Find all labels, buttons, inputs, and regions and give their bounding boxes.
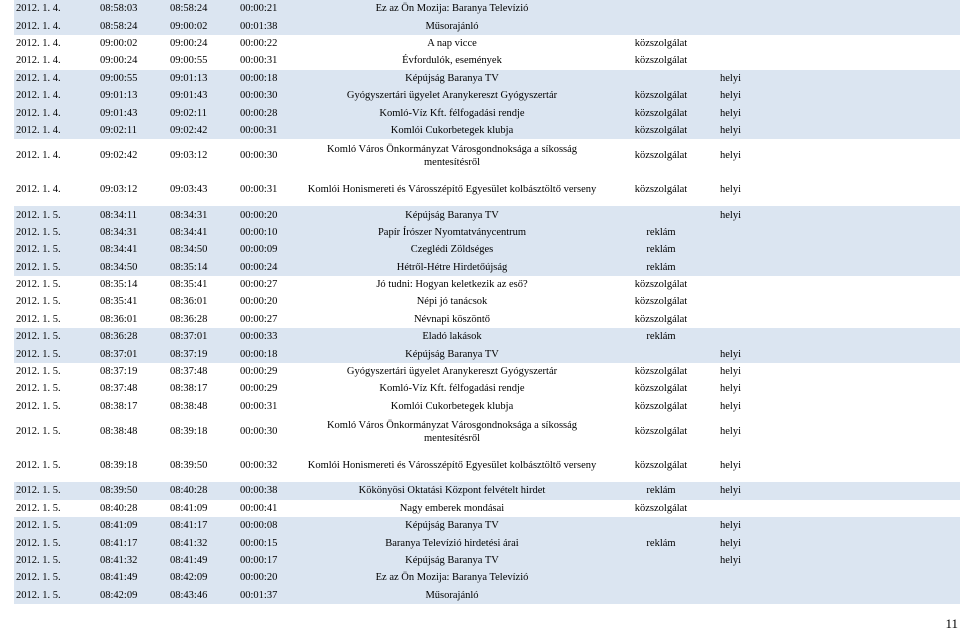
cell-start-time: 08:38:48 [100, 426, 138, 438]
cell-duration: 00:00:20 [238, 569, 300, 586]
table-row [14, 398, 960, 415]
cell-end-time: 08:43:46 [168, 587, 238, 604]
cell-category: reklám [604, 224, 718, 241]
cell-start-time: 09:02:42 [100, 150, 138, 162]
cell-category [604, 517, 718, 534]
cell-end-time: 08:35:14 [168, 258, 238, 275]
cell-program-title: A nap vicce [427, 37, 477, 49]
cell-category [604, 345, 718, 362]
cell-date: 2012. 1. 5. [16, 502, 61, 514]
table-row [14, 363, 960, 380]
cell-end-time: 09:02:42 [168, 122, 238, 139]
cell-date: 2012. 1. 4. [16, 150, 61, 162]
cell-duration: 00:00:22 [240, 37, 278, 49]
cell-program-title: Czeglédi Zöldséges [300, 241, 604, 258]
cell-end-time: 08:38:17 [170, 383, 208, 395]
cell-date: 2012. 1. 5. [14, 569, 98, 586]
table-row [14, 380, 960, 397]
cell-category: közszolgálat [604, 87, 718, 104]
cell-end-time: 08:37:48 [170, 366, 208, 378]
cell-duration: 00:00:30 [240, 150, 278, 162]
cell-end-time: 08:36:28 [170, 313, 208, 325]
cell-start-time: 08:40:28 [100, 502, 138, 514]
table-row [14, 52, 960, 69]
cell-end-time: 09:03:43 [170, 184, 208, 196]
cell-duration: 00:00:29 [240, 383, 278, 395]
cell-category: reklám [604, 241, 718, 258]
cell-program-title: Nagy emberek mondásai [399, 502, 505, 514]
cell-start-time: 08:41:49 [98, 569, 168, 586]
cell-category [604, 569, 718, 586]
cell-start-time: 08:39:18 [100, 459, 138, 471]
cell-local-flag: helyi [720, 383, 741, 395]
cell-category: reklám [604, 258, 718, 275]
cell-local-flag [718, 0, 960, 17]
cell-category: közszolgálat [604, 122, 718, 139]
cell-local-flag: helyi [720, 366, 741, 378]
cell-local-flag [718, 17, 960, 34]
cell-program-title: Képújság Baranya TV [300, 206, 604, 223]
cell-program-title: Képújság Baranya TV [300, 517, 604, 534]
table-row [14, 293, 960, 310]
cell-local-flag: helyi [718, 87, 960, 104]
cell-start-time: 08:36:28 [98, 328, 168, 345]
cell-category: közszolgálat [634, 313, 688, 325]
cell-program-title: Gyógyszertári ügyelet Aranykereszt Gyógyszertár [346, 366, 558, 378]
table-row [14, 139, 960, 173]
cell-category: közszolgálat [604, 104, 718, 121]
cell-program-title: Ez az Ön Mozija: Baranya Televízió [300, 569, 604, 586]
cell-program-title: Évfordulók, események [402, 55, 502, 67]
cell-date: 2012. 1. 5. [16, 383, 61, 395]
cell-end-time: 08:38:48 [170, 400, 208, 412]
cell-local-flag: helyi [718, 104, 960, 121]
table-row [14, 328, 960, 345]
table-row [14, 517, 960, 534]
cell-local-flag: helyi [718, 517, 960, 534]
schedule-table [14, 0, 960, 604]
cell-end-time: 09:00:55 [170, 55, 208, 67]
cell-local-flag: helyi [720, 150, 741, 162]
cell-start-time: 08:35:14 [100, 279, 138, 291]
cell-local-flag [718, 587, 960, 604]
cell-start-time: 08:38:17 [100, 400, 138, 412]
cell-category: közszolgálat [634, 366, 688, 378]
cell-duration: 00:00:15 [238, 534, 300, 551]
cell-category: reklám [604, 328, 718, 345]
cell-local-flag: helyi [718, 345, 960, 362]
cell-start-time: 08:34:50 [98, 258, 168, 275]
cell-date: 2012. 1. 5. [14, 224, 98, 241]
cell-program-title: Komló Város Önkormányzat Városgondnoksága a síkosság mentesítésről [326, 419, 578, 444]
cell-date: 2012. 1. 5. [14, 241, 98, 258]
cell-start-time: 08:34:41 [98, 241, 168, 258]
cell-program-title: Komlói Honismereti és Városszépítő Egyesület kolbásztöltő verseny [307, 184, 597, 196]
cell-duration: 00:00:28 [238, 104, 300, 121]
cell-program-title: Kökönyösi Oktatási Központ felvételt hirdet [300, 482, 604, 499]
table-row [14, 569, 960, 586]
cell-local-flag: helyi [720, 459, 741, 471]
cell-date: 2012. 1. 5. [14, 482, 98, 499]
cell-start-time: 08:35:41 [100, 296, 138, 308]
cell-start-time: 09:03:12 [100, 184, 138, 196]
cell-local-flag [718, 224, 960, 241]
cell-date: 2012. 1. 4. [14, 122, 98, 139]
cell-program-title: Papír Írószer Nyomtatványcentrum [300, 224, 604, 241]
cell-end-time: 08:41:09 [170, 502, 208, 514]
cell-duration: 00:00:30 [240, 426, 278, 438]
page-number: 11 [945, 616, 958, 631]
cell-duration: 00:00:20 [240, 296, 278, 308]
cell-end-time: 08:35:41 [170, 279, 208, 291]
cell-program-title: Névnapi köszöntő [413, 313, 491, 325]
table-row [14, 70, 960, 87]
cell-start-time: 08:36:01 [100, 313, 138, 325]
cell-date: 2012. 1. 4. [16, 37, 61, 49]
cell-program-title: Eladó lakások [300, 328, 604, 345]
cell-category: reklám [604, 534, 718, 551]
cell-end-time: 08:39:18 [170, 426, 208, 438]
cell-date: 2012. 1. 5. [16, 426, 61, 438]
cell-local-flag [718, 328, 960, 345]
cell-end-time: 09:00:24 [170, 37, 208, 49]
cell-duration: 00:00:31 [240, 400, 278, 412]
cell-start-time: 09:02:11 [98, 122, 168, 139]
cell-local-flag [718, 311, 960, 328]
cell-date: 2012. 1. 5. [14, 206, 98, 223]
cell-duration: 00:00:08 [238, 517, 300, 534]
cell-program-title: Műsorajánló [300, 587, 604, 604]
cell-duration: 00:00:27 [240, 313, 278, 325]
cell-end-time: 08:39:50 [170, 459, 208, 471]
cell-date: 2012. 1. 4. [16, 55, 61, 67]
cell-program-title: Ez az Ön Mozija: Baranya Televízió [300, 0, 604, 17]
table-row [14, 482, 960, 499]
cell-category: közszolgálat [634, 502, 688, 514]
table-row [14, 345, 960, 362]
cell-program-title: Hétről-Hétre Hirdetőújság [300, 258, 604, 275]
cell-end-time: 08:41:49 [168, 552, 238, 569]
cell-end-time: 09:03:12 [170, 150, 208, 162]
cell-category [604, 0, 718, 17]
cell-category: közszolgálat [634, 37, 688, 49]
cell-end-time: 08:36:01 [170, 296, 208, 308]
cell-category: közszolgálat [634, 55, 688, 67]
cell-start-time: 08:37:48 [100, 383, 138, 395]
cell-local-flag: helyi [720, 426, 741, 438]
cell-start-time: 08:41:09 [98, 517, 168, 534]
cell-end-time: 09:01:13 [168, 70, 238, 87]
cell-local-flag: helyi [718, 552, 960, 569]
cell-local-flag [718, 293, 960, 310]
cell-category: reklám [604, 482, 718, 499]
cell-category [604, 587, 718, 604]
cell-end-time: 08:42:09 [168, 569, 238, 586]
cell-date: 2012. 1. 5. [14, 587, 98, 604]
cell-end-time: 08:37:01 [168, 328, 238, 345]
cell-start-time: 09:01:13 [98, 87, 168, 104]
cell-category: közszolgálat [634, 296, 688, 308]
cell-category: közszolgálat [634, 400, 688, 412]
cell-program-title: Jó tudni: Hogyan keletkezik az eső? [376, 279, 528, 291]
cell-program-title: Komlói Cukorbetegek klubja [300, 122, 604, 139]
cell-date: 2012. 1. 4. [14, 17, 98, 34]
cell-local-flag [718, 52, 960, 69]
cell-program-title: Komló-Víz Kft. félfogadási rendje [300, 104, 604, 121]
table-row [14, 552, 960, 569]
cell-duration: 00:00:17 [238, 552, 300, 569]
table-row [14, 241, 960, 258]
cell-category [604, 70, 718, 87]
cell-duration: 00:00:10 [238, 224, 300, 241]
cell-local-flag: helyi [718, 70, 960, 87]
cell-end-time: 08:34:31 [168, 206, 238, 223]
cell-end-time: 08:34:50 [168, 241, 238, 258]
cell-local-flag: helyi [718, 534, 960, 551]
cell-duration: 00:00:30 [238, 87, 300, 104]
cell-duration: 00:01:37 [238, 587, 300, 604]
cell-local-flag [718, 276, 960, 293]
table-row [14, 311, 960, 328]
cell-category [604, 552, 718, 569]
table-row [14, 415, 960, 449]
cell-duration: 00:00:32 [240, 459, 278, 471]
cell-date: 2012. 1. 4. [14, 0, 98, 17]
table-row [14, 534, 960, 551]
table-row [14, 173, 960, 207]
table-row [14, 449, 960, 483]
cell-start-time: 08:42:09 [98, 587, 168, 604]
cell-duration: 00:00:29 [240, 366, 278, 378]
table-row [14, 87, 960, 104]
table-row [14, 587, 960, 604]
table-row [14, 276, 960, 293]
cell-date: 2012. 1. 5. [16, 313, 61, 325]
cell-duration: 00:00:18 [238, 70, 300, 87]
cell-category: közszolgálat [634, 279, 688, 291]
cell-category [604, 17, 718, 34]
cell-duration: 00:00:31 [240, 55, 278, 67]
cell-start-time: 08:37:01 [98, 345, 168, 362]
cell-duration: 00:00:20 [238, 206, 300, 223]
cell-end-time: 09:01:43 [168, 87, 238, 104]
cell-end-time: 09:00:02 [168, 17, 238, 34]
cell-category: közszolgálat [634, 459, 688, 471]
cell-category: közszolgálat [634, 150, 688, 162]
cell-start-time: 08:41:17 [98, 534, 168, 551]
cell-duration: 00:00:27 [240, 279, 278, 291]
cell-program-title: Komló Város Önkormányzat Városgondnoksága a síkosság mentesítésről [326, 143, 578, 168]
cell-date: 2012. 1. 5. [14, 534, 98, 551]
table-row [14, 0, 960, 17]
cell-local-flag [718, 258, 960, 275]
cell-date: 2012. 1. 5. [16, 400, 61, 412]
cell-program-title: Baranya Televízió hirdetési árai [300, 534, 604, 551]
cell-date: 2012. 1. 4. [14, 87, 98, 104]
cell-start-time: 09:00:55 [98, 70, 168, 87]
cell-category: közszolgálat [634, 184, 688, 196]
cell-program-title: Komlói Honismereti és Városszépítő Egyesület kolbásztöltő verseny [307, 459, 597, 471]
cell-duration: 00:00:24 [238, 258, 300, 275]
cell-date: 2012. 1. 5. [16, 459, 61, 471]
cell-date: 2012. 1. 5. [14, 552, 98, 569]
cell-start-time: 08:41:32 [98, 552, 168, 569]
cell-program-title: Képújság Baranya TV [300, 552, 604, 569]
cell-program-title: Műsorajánló [300, 17, 604, 34]
cell-program-title: Képújság Baranya TV [300, 345, 604, 362]
cell-duration: 00:00:33 [238, 328, 300, 345]
cell-date: 2012. 1. 5. [16, 296, 61, 308]
cell-duration: 00:00:31 [238, 122, 300, 139]
table-row [14, 122, 960, 139]
cell-duration: 00:00:31 [240, 184, 278, 196]
cell-end-time: 08:58:24 [168, 0, 238, 17]
table-row [14, 500, 960, 517]
table-row [14, 104, 960, 121]
cell-date: 2012. 1. 5. [14, 328, 98, 345]
cell-local-flag: helyi [718, 122, 960, 139]
cell-start-time: 08:34:11 [98, 206, 168, 223]
cell-end-time: 08:34:41 [168, 224, 238, 241]
cell-date: 2012. 1. 5. [14, 345, 98, 362]
cell-start-time: 08:37:19 [100, 366, 138, 378]
cell-category: közszolgálat [634, 426, 688, 438]
cell-date: 2012. 1. 5. [16, 366, 61, 378]
cell-start-time: 09:00:24 [100, 55, 138, 67]
cell-date: 2012. 1. 4. [14, 70, 98, 87]
cell-local-flag [718, 241, 960, 258]
cell-date: 2012. 1. 5. [16, 279, 61, 291]
cell-end-time: 08:37:19 [168, 345, 238, 362]
cell-duration: 00:00:41 [240, 502, 278, 514]
cell-end-time: 08:41:32 [168, 534, 238, 551]
cell-start-time: 09:01:43 [98, 104, 168, 121]
cell-date: 2012. 1. 5. [14, 517, 98, 534]
cell-local-flag [718, 500, 960, 517]
table-row [14, 206, 960, 223]
cell-duration: 00:00:21 [238, 0, 300, 17]
table-row [14, 258, 960, 275]
cell-end-time: 08:41:17 [168, 517, 238, 534]
cell-start-time: 09:00:02 [100, 37, 138, 49]
cell-date: 2012. 1. 4. [16, 184, 61, 196]
cell-duration: 00:00:18 [238, 345, 300, 362]
cell-local-flag [718, 569, 960, 586]
cell-start-time: 08:34:31 [98, 224, 168, 241]
table-row [14, 17, 960, 34]
cell-start-time: 08:39:50 [98, 482, 168, 499]
table-row [14, 224, 960, 241]
table-row [14, 35, 960, 52]
cell-program-title: Komlói Cukorbetegek klubja [390, 400, 514, 412]
cell-category [604, 206, 718, 223]
cell-duration: 00:00:09 [238, 241, 300, 258]
cell-local-flag: helyi [718, 206, 960, 223]
cell-program-title: Gyógyszertári ügyelet Aranykereszt Gyógyszertár [300, 87, 604, 104]
cell-program-title: Képújság Baranya TV [300, 70, 604, 87]
cell-end-time: 08:40:28 [168, 482, 238, 499]
cell-start-time: 08:58:24 [98, 17, 168, 34]
cell-start-time: 08:58:03 [98, 0, 168, 17]
cell-program-title: Komló-Víz Kft. félfogadási rendje [379, 383, 525, 395]
cell-end-time: 09:02:11 [168, 104, 238, 121]
cell-date: 2012. 1. 5. [14, 258, 98, 275]
cell-local-flag: helyi [720, 400, 741, 412]
cell-date: 2012. 1. 4. [14, 104, 98, 121]
cell-local-flag: helyi [720, 184, 741, 196]
cell-local-flag: helyi [718, 482, 960, 499]
cell-local-flag [718, 35, 960, 52]
cell-program-title: Népi jó tanácsok [416, 296, 488, 308]
cell-duration: 00:01:38 [238, 17, 300, 34]
schedule-body [14, 0, 960, 604]
cell-category: közszolgálat [634, 383, 688, 395]
cell-duration: 00:00:38 [238, 482, 300, 499]
